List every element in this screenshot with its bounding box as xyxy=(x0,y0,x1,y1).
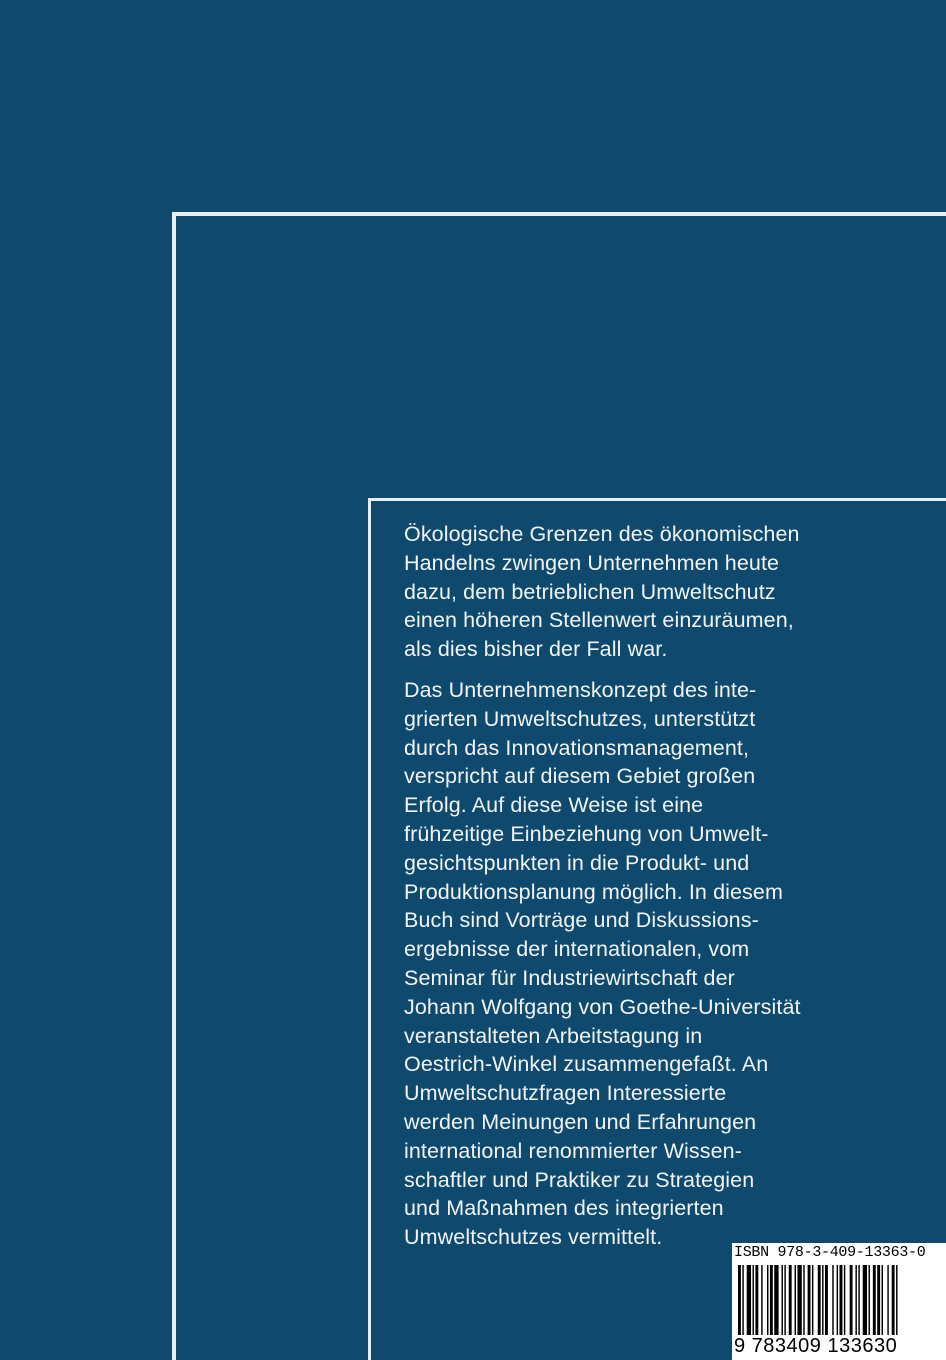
barcode-bar xyxy=(896,1265,897,1335)
barcode-bar xyxy=(738,1265,741,1335)
blurb-paragraph-1: Ökologische Grenzen des ökonomischen Handelns zwingen Unternehmen heute dazu, dem betrieblichen Umweltschutz einen höheren Stellenwert einzuräumen, als dies bisher der Fall war. xyxy=(404,522,800,662)
barcode-bar xyxy=(822,1265,823,1335)
barcode-bar xyxy=(774,1265,778,1335)
barcode-bar xyxy=(887,1265,888,1335)
frame-outer-top-line xyxy=(172,212,946,216)
barcode-bar xyxy=(837,1265,838,1335)
barcode-bar xyxy=(882,1265,883,1335)
barcode-bar xyxy=(808,1265,811,1335)
blurb-text xyxy=(404,520,884,1252)
barcode-bar xyxy=(863,1265,867,1335)
blurb-paragraph-2: Das Unternehmenskonzept des inte- grierten Umweltschutzes, unterstützt durch das Innovationsmanagement, verspricht auf diesem Gebiet großen Erfolg. Auf diese Weise ist eine frühzeitige Einbeziehung von Umwelt- gesichtspunkten in die Produkt- und Produktionsplanung möglich. In diesem Buch sind Vorträge und Diskussions- ergebnisse der internationalen, vom Seminar für Industriewirtschaft der Johann Wolfgang von Goethe-Universität veranstalteten Arbeitstagung in Oestrich-Winkel zusammengefaßt. An Umweltschutzfragen Interessierte werden Meinungen und Erfahrungen international renommierter Wissen- schaftler und Praktiker zu Strategien und Maßnahmen des integrierten Umweltschutzes vermittelt. xyxy=(404,677,801,1250)
barcode-bar xyxy=(789,1265,792,1335)
barcode-bar xyxy=(784,1265,785,1335)
barcode-bar xyxy=(795,1265,796,1335)
frame-inner-left-line xyxy=(368,498,371,1360)
barcode-bar xyxy=(873,1265,876,1335)
barcode-bar xyxy=(844,1265,845,1335)
barcode-bar xyxy=(877,1265,880,1335)
barcode-bars xyxy=(736,1265,942,1335)
frame-outer-left-line xyxy=(172,212,176,1360)
barcode-bar xyxy=(767,1265,768,1335)
isbn-barcode xyxy=(732,1243,946,1360)
barcode-bar xyxy=(818,1265,821,1335)
ean-digits: 9 783409 133630 xyxy=(734,1335,898,1357)
barcode-bar xyxy=(850,1265,853,1335)
barcode-bar xyxy=(753,1265,754,1335)
barcode-bar xyxy=(755,1265,758,1335)
barcode-bar xyxy=(892,1265,895,1335)
barcode-bar xyxy=(855,1265,856,1335)
barcode-bar xyxy=(812,1265,813,1335)
barcode-bar xyxy=(797,1265,801,1335)
barcode-bar xyxy=(858,1265,859,1335)
barcode-bar xyxy=(840,1265,843,1335)
barcode-bar xyxy=(825,1265,828,1335)
barcode-bar xyxy=(761,1265,762,1335)
barcode-bar xyxy=(770,1265,773,1335)
barcode-bar xyxy=(747,1265,751,1335)
barcode-bar xyxy=(782,1265,783,1335)
barcode-bar xyxy=(869,1265,870,1335)
frame-inner-top-line xyxy=(368,498,946,501)
barcode-bar xyxy=(832,1265,833,1335)
barcode-bar xyxy=(803,1265,804,1335)
isbn-label: ISBN 978-3-409-13363-0 xyxy=(734,1244,926,1261)
barcode-bar xyxy=(742,1265,743,1335)
